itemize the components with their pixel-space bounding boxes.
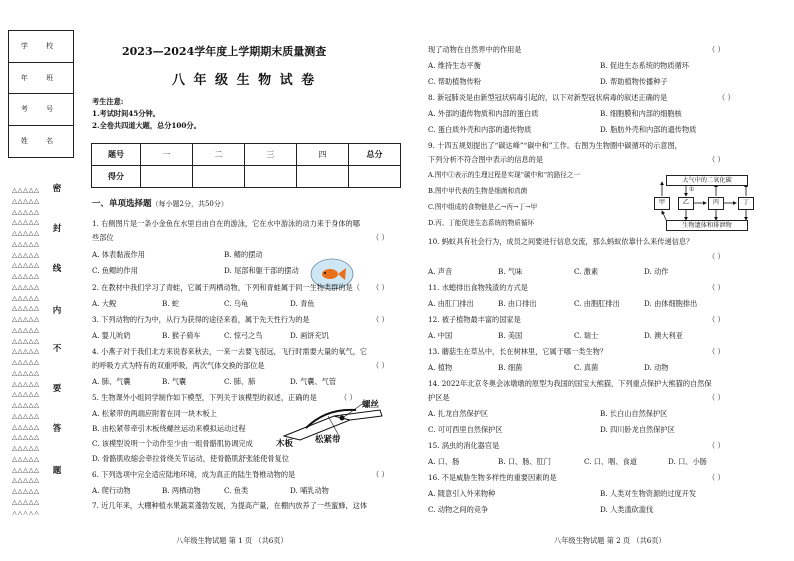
school-field: 学 校 (9, 31, 73, 63)
section-heading: 一、单项选择题（每小题2分，共50分） (92, 199, 228, 209)
option-a: A. 外部的遗传物质和内部的蛋白质 (428, 109, 539, 118)
table-row-label: 得分 (92, 166, 141, 188)
option-b: B. 气囊 (162, 377, 187, 386)
class-field: 年 班 (9, 63, 73, 95)
option-b: B. 由松紧带牵引木板绕螺丝运动来模拟运动过程 (92, 424, 246, 433)
name-field: 姓 名 (20, 137, 62, 146)
option-d: D. 青鱼 (290, 299, 315, 308)
footer-page-2: 八年级生物试题 第 2 页 （共6页） (554, 536, 666, 545)
answer-paren[interactable]: （ ） (372, 470, 389, 479)
score-cell[interactable] (297, 166, 349, 188)
answer-paren[interactable]: （ ） (708, 441, 725, 450)
question-line: 16. 不是威胁生物多样性的重要因素的是 (428, 473, 557, 482)
table-row (92, 166, 401, 188)
answer-paren[interactable]: （ ） (708, 473, 725, 482)
exam-number-field: 考 号 (9, 94, 73, 126)
option-a: A. 维持生态平衡 (428, 61, 481, 70)
option-d: D. 尾部和躯干部的摆动 (224, 266, 299, 275)
atmosphere-co2-box: 大气中的二氧化碳 (666, 175, 748, 186)
option-b: B. 由口排出 (498, 299, 537, 308)
question-line: 8. 新冠肺炎是由新型冠状病毒引起的，以下对新型冠状病毒的叙述正确的是 (428, 93, 668, 102)
option-a: A. 体表黏液作用 (92, 250, 145, 259)
option-b: B. 猴子骑车 (162, 331, 201, 340)
notes-heading: 考生注意: (92, 97, 124, 106)
process-1-label: ① (689, 186, 695, 193)
table-header: 三 (245, 144, 297, 166)
footer-page-1: 八年级生物试题 第 1 页 （共6页） (176, 536, 288, 545)
option-c: C.图中组成的食物链是乙→丙→丁→甲 (428, 203, 538, 211)
question-line: 4. 小燕子对于我们北方来说春来秋去，一来一去要飞很远，飞行时需要大量的氧气，它 (92, 347, 368, 356)
option-c: C. 帮助植物传粉 (428, 77, 481, 86)
option-b: B. 两栖动物 (162, 486, 201, 495)
option-c: C. 可可西里自然保护区 (428, 425, 503, 434)
seal-line-triangles: △△△△△ △△△△△ △△△△△ △△△△△ △△△△△ △△△△△ △△△△△ △△△△△ △△△△△ △△△△△ △△△△△ △△△△△ △△△△△ △△△△△ △△△△△ △△△△△ △△△△△ △△△△△ △△△△△ △△△△△ △△△△△ △△△△△ △△△△△ △△△△△ △△△△△ △△△△△ △△△△△ △△△△△ △△△△△ △△△△△ △△△△△ (12, 186, 40, 515)
option-d: D. 澳大利亚 (644, 331, 683, 340)
strap-label: 松紧带 (315, 435, 341, 445)
node-ding: 丁 (738, 197, 754, 210)
option-c: C. 鱼鳃的作用 (92, 266, 138, 275)
option-c: C. 动物之间的竞争 (428, 505, 489, 514)
question-line: 护区是 (428, 393, 450, 402)
question-line: 些部位 (92, 233, 114, 242)
board-label: 木板 (276, 439, 294, 449)
answer-paren[interactable]: （ ） (708, 252, 725, 261)
option-c: C. 鱼类 (224, 486, 249, 495)
option-b: B. 细胞膜和内部的细胞核 (600, 109, 682, 118)
option-d: D. 口、小肠 (668, 457, 707, 466)
option-d: D. 气囊、气管 (290, 377, 337, 386)
answer-paren[interactable]: （ ） (372, 283, 389, 292)
option-d: D. 脂肪外壳和内部的遗传物质 (600, 125, 697, 134)
answer-paren[interactable]: （ ） (708, 315, 725, 324)
node-jia: 甲 (654, 197, 670, 210)
node-bing: 丙 (708, 197, 724, 210)
option-c: C. 乌龟 (224, 299, 249, 308)
answer-paren[interactable]: （ ） (708, 155, 725, 164)
option-d: D. 人类滥砍滥伐 (600, 505, 654, 514)
option-d: D. 骨骼肌收缩会牵拉骨绕关节运动，使骨骼肌舒张能使骨复位 (92, 454, 289, 463)
option-d: D. 由体细胞排出 (644, 299, 698, 308)
option-b: B. 促进生态系统的物质循环 (600, 61, 689, 70)
table-header: 一 (141, 144, 193, 166)
subject-title: 八 年 级 生 物 试 卷 (172, 73, 317, 88)
option-a: A. 由肛门排出 (428, 299, 474, 308)
question-line: 15. 涡虫的消化器官是 (428, 441, 500, 450)
option-b: B. 细菌 (498, 363, 523, 372)
option-d: D. 帮助植物传播种子 (600, 77, 668, 86)
option-a: A. 肺、气囊 (92, 377, 131, 386)
question-line: 9. 十四五规划提出了“碳达峰”“碳中和”工作。右图为生物圈中碳循环的示意图， (428, 141, 682, 150)
score-cell[interactable] (245, 166, 297, 188)
option-c: C. 口、咽、食道 (584, 457, 637, 466)
option-a: A. 植物 (428, 363, 453, 372)
exam-title: 2023—2024学年度上学期期末质量测查 (122, 45, 327, 58)
option-d: D.丙、丁能促进生态系统的物质循环 (428, 219, 535, 227)
option-d: D. 哺乳动物 (290, 486, 329, 495)
option-b: B. 鳍的摆动 (224, 250, 263, 259)
option-b: B. 美国 (498, 331, 523, 340)
option-a: A. 爬行动物 (92, 486, 131, 495)
answer-paren[interactable]: （ ） (708, 45, 725, 54)
option-b: B. 人类对生物资源的过度开发 (600, 489, 697, 498)
option-a: A. 大鲵 (92, 299, 117, 308)
option-d: D. 四川卧龙自然保护区 (600, 425, 675, 434)
score-table (91, 143, 401, 188)
question-line: 5. 生物课外小组同学制作如下模型，下列关于该模型的叙述，正确的是 (92, 393, 317, 402)
answer-paren[interactable]: （ ） (708, 393, 725, 402)
answer-paren[interactable]: （ ） (708, 347, 725, 356)
option-b: B.图中甲代表的生物是细菌和真菌 (428, 187, 528, 195)
answer-paren[interactable]: （ ） (340, 393, 357, 402)
answer-paren[interactable]: （ ） (372, 361, 389, 370)
option-a: A. 婴儿吮奶 (92, 331, 131, 340)
answer-paren[interactable]: （ ） (708, 283, 725, 292)
note-item: 2.全卷共四道大题，总分100分。 (92, 121, 201, 130)
answer-paren[interactable]: （ ） (372, 233, 389, 242)
option-b: B. 气味 (498, 267, 523, 276)
student-info-box (8, 30, 74, 158)
option-b: B. 蛇 (162, 299, 180, 308)
option-a: A. 声音 (428, 267, 453, 276)
option-c: C. 真菌 (574, 363, 599, 372)
option-a: A.图中①表示的生理过程是实现“碳中和”的路径之一 (428, 171, 581, 179)
question-line: 7. 近几年来，大棚种植水果蔬菜蓬勃发展，为提高产量，在棚内放养了一些蜜蜂，这体 (92, 501, 368, 510)
option-a: A. 口、肠 (428, 457, 460, 466)
option-a: A. 松紧带的两端应附着在同一块木板上 (92, 409, 217, 418)
option-c: C. 肺、肺 (224, 377, 256, 386)
question-line: 14. 2022年北京冬奥会冰墩墩的原型为我国的国宝大熊猫，下列重点保护大熊猫的自然保 (428, 379, 712, 388)
table-header: 四 (297, 144, 349, 166)
question-line: 13. 蘑菇生在草丛中，长在树林里，它属于哪一类生物？ (428, 347, 608, 356)
question-line: 2. 在教材中我们学习了青蛙，它属于两栖动物，下列和青蛙属于同一生物类群的是（ (92, 283, 360, 292)
table-header: 总分 (349, 144, 401, 166)
question-line: 现了动物在自然界中的作用是 (428, 45, 522, 54)
score-cell[interactable] (141, 166, 193, 188)
option-c: C. 惊弓之鸟 (224, 331, 263, 340)
option-c: C. 激素 (574, 267, 599, 276)
option-c: C. 该模型说明一个动作至少由一组骨骼肌协调完成 (92, 439, 253, 448)
option-a: A. 扎龙自然保护区 (428, 409, 489, 418)
option-d: D. 动物 (644, 363, 669, 372)
option-a: A. 中国 (428, 331, 453, 340)
option-d: D. 画饼充饥 (290, 331, 329, 340)
option-b: B. 长白山自然保护区 (600, 409, 668, 418)
node-yi: 乙 (678, 197, 694, 210)
option-b: B. 口、肠、肛门 (498, 457, 551, 466)
option-c: C. 蛋白质外壳和内部的遗传物质 (428, 125, 532, 134)
note-item: 1.考试时间45分钟。 (92, 109, 160, 118)
option-c: C. 由胞肛排出 (574, 299, 620, 308)
question-line: 11. 水螅排出食物残渣的方式是 (428, 283, 528, 292)
screw-label: 螺丝 (362, 400, 380, 410)
table-row (92, 144, 401, 166)
question-line: 1. 右侧图片是一条小金鱼在水里自由自在的游泳，它在水中游泳的动力来于身体的哪 (92, 219, 360, 228)
answer-paren[interactable]: （ ） (718, 93, 735, 102)
table-header: 二 (193, 144, 245, 166)
score-cell[interactable] (349, 166, 401, 188)
score-cell[interactable] (193, 166, 245, 188)
remains-box: 生物遗体和排泄物 (666, 220, 748, 231)
table-header: 题号 (92, 144, 141, 166)
question-line: 3. 下列动物的行为中，从行为获得的途径来看，属于先天性行为的是 (92, 315, 310, 324)
question-line: 的呼吸方式为特有的双重呼吸，两次气体交换的部位是 (92, 361, 265, 370)
option-c: C. 瑞士 (574, 331, 599, 340)
answer-paren[interactable]: （ ） (372, 315, 389, 324)
option-d: D. 动作 (644, 267, 669, 276)
option-a: A. 随意引入外来物种 (428, 489, 496, 498)
screw-icon (340, 416, 345, 421)
question-line: 下列分析不符合图中表示的信息的是 (428, 155, 544, 164)
question-line: 12. 被子植物最丰富的国家是 (428, 315, 521, 324)
question-line: 10. 蚂蚁具有社会行为，成员之间要进行信息交流，那么蚂蚁依靠什么来传递信息？ (428, 237, 694, 246)
question-line: 6. 下列选项中完全适应陆地环境，成为真正的陆生脊椎动物的是 (92, 470, 296, 479)
